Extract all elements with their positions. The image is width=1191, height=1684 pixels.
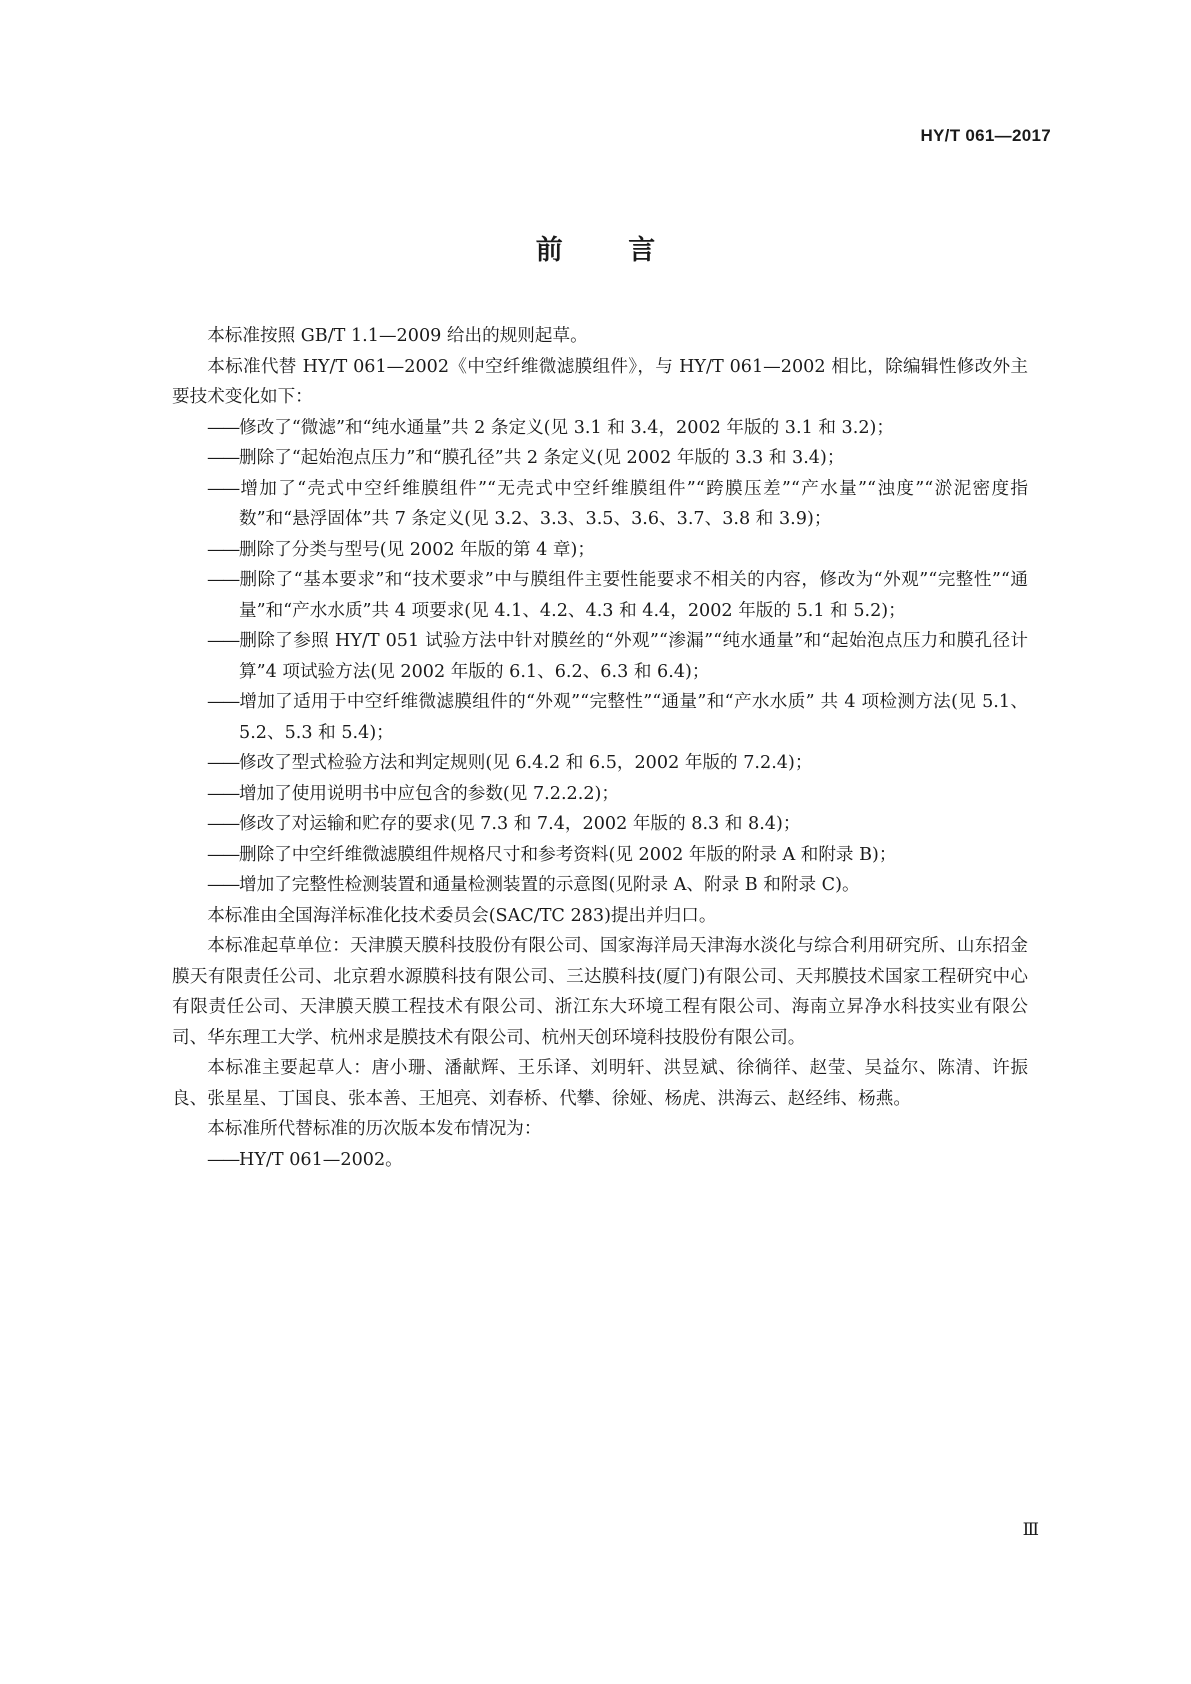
version-history-list [172, 1145, 1028, 1176]
page-number: Ⅲ [1022, 1520, 1039, 1540]
list-dash: —— [207, 417, 239, 438]
list-item [207, 840, 1028, 871]
list-dash: —— [207, 814, 239, 834]
list-item-text: 增加了完整性检测装置和通量检测装置的示意图(见附录 A、附录 B 和附录 C)。 [239, 875, 860, 895]
list-item [207, 870, 1028, 901]
list-item-text: 修改了型式检验方法和判定规则(见 6.4.2 和 6.5，2002 年版的 7.2.4)； [239, 753, 813, 773]
list-dash: —— [207, 753, 239, 773]
list-dash: —— [207, 631, 239, 651]
list-item [207, 565, 1028, 626]
list-item-text: 删除了“基本要求”和“技术要求”中与膜组件主要性能要求不相关的内容，修改为“外观”“完整性”“通量”和“产水水质”共 4 项要求(见 4.1、4.2、4.3 和 4.4，2002 年版的 5.1 和 5.2)； [239, 570, 1028, 621]
page-header: HY/T 061—2017 [920, 126, 1051, 145]
list-dash: —— [207, 539, 239, 560]
list-item [207, 535, 1028, 566]
list-item-text: 增加了使用说明书中应包含的参数(见 7.2.2.2)； [239, 783, 619, 804]
list-item [207, 748, 1028, 779]
list-item [207, 443, 1028, 474]
list-item-text: 删除了分类与型号(见 2002 年版的第 4 章)； [239, 539, 595, 560]
list-dash: —— [207, 1149, 239, 1170]
list-item [207, 687, 1028, 748]
list-item [207, 1145, 1028, 1176]
list-dash: —— [207, 692, 239, 712]
list-item [207, 413, 1028, 444]
list-dash: —— [207, 844, 239, 865]
list-item-text: 增加了适用于中空纤维微滤膜组件的“外观”“完整性”“通量”和“产水水质” 共 4 项检测方法(见 5.1、5.2、5.3 和 5.4)； [239, 692, 1028, 743]
document-body [172, 321, 1028, 1175]
technical-changes-list [172, 413, 1028, 901]
list-item-text: 删除了中空纤维微滤膜组件规格尺寸和参考资料(见 2002 年版的附录 A 和附录 B)； [239, 844, 897, 865]
paragraph-proposer: 本标准由全国海洋标准化技术委员会(SAC/TC 283)提出并归口。 [207, 905, 717, 926]
page-title: 前 言 [535, 235, 684, 266]
list-dash: —— [207, 448, 239, 468]
paragraph-drafting-units: 本标准起草单位：天津膜天膜科技股份有限公司、国家海洋局天津海水淡化与综合利用研究所、山东招金膜天有限责任公司、北京碧水源膜科技有限公司、三达膜科技(厦门)有限公司、天邦膜技术国家工程研究中心有限责任公司、天津膜天膜工程技术有限公司、浙江东大环境工程有限公司、海南立昇净水科技实业有限公司、华东理工大学、杭州求是膜技术有限公司、杭州天创环境科技股份有限公司。 [172, 936, 1028, 1048]
paragraph-drafting-rules: 本标准按照 GB/T 1.1—2009 给出的规则起草。 [207, 326, 588, 346]
list-dash: —— [207, 875, 239, 895]
list-item-text: 修改了对运输和贮存的要求(见 7.3 和 7.4，2002 年版的 8.3 和 8.4)； [239, 814, 801, 834]
list-item-text: HY/T 061—2002。 [239, 1149, 403, 1170]
list-item [207, 474, 1028, 535]
list-dash: —— [207, 570, 239, 590]
list-dash: —— [207, 783, 239, 804]
paragraph-drafters: 本标准主要起草人：唐小珊、潘献辉、王乐译、刘明轩、洪昱斌、徐徜徉、赵莹、吴益尔、陈清、许振良、张星星、丁国良、张本善、王旭亮、刘春桥、代攀、徐娅、杨虎、洪海云、赵经纬、杨燕。 [172, 1058, 1028, 1109]
list-item [207, 779, 1028, 810]
paragraph-replacement: 本标准代替 HY/T 061—2002《中空纤维微滤膜组件》，与 HY/T 061—2002 相比，除编辑性修改外主要技术变化如下： [172, 356, 1028, 407]
list-dash: —— [207, 478, 239, 499]
list-item-text: 增加了“壳式中空纤维膜组件”“无壳式中空纤维膜组件”“跨膜压差”“产水量”“浊度”“淤泥密度指数”和“悬浮固体”共 7 条定义(见 3.2、3.3、3.5、3.6、3.7、3.8 和 3.9)； [239, 478, 1028, 529]
list-item-text: 删除了参照 HY/T 051 试验方法中针对膜丝的“外观”“渗漏”“纯水通量”和“起始泡点压力和膜孔径计算”4 项试验方法(见 2002 年版的 6.1、6.2、6.3 和 6.4)； [239, 631, 1028, 682]
list-item [207, 626, 1028, 687]
list-item-text: 修改了“微滤”和“纯水通量”共 2 条定义(见 3.1 和 3.4，2002 年版的 3.1 和 3.2)； [239, 417, 894, 438]
list-item [207, 809, 1028, 840]
list-item-text: 删除了“起始泡点压力”和“膜孔径”共 2 条定义(见 2002 年版的 3.3 和 3.4)； [239, 448, 845, 468]
paragraph-version-history: 本标准所代替标准的历次版本发布情况为： [207, 1119, 542, 1139]
